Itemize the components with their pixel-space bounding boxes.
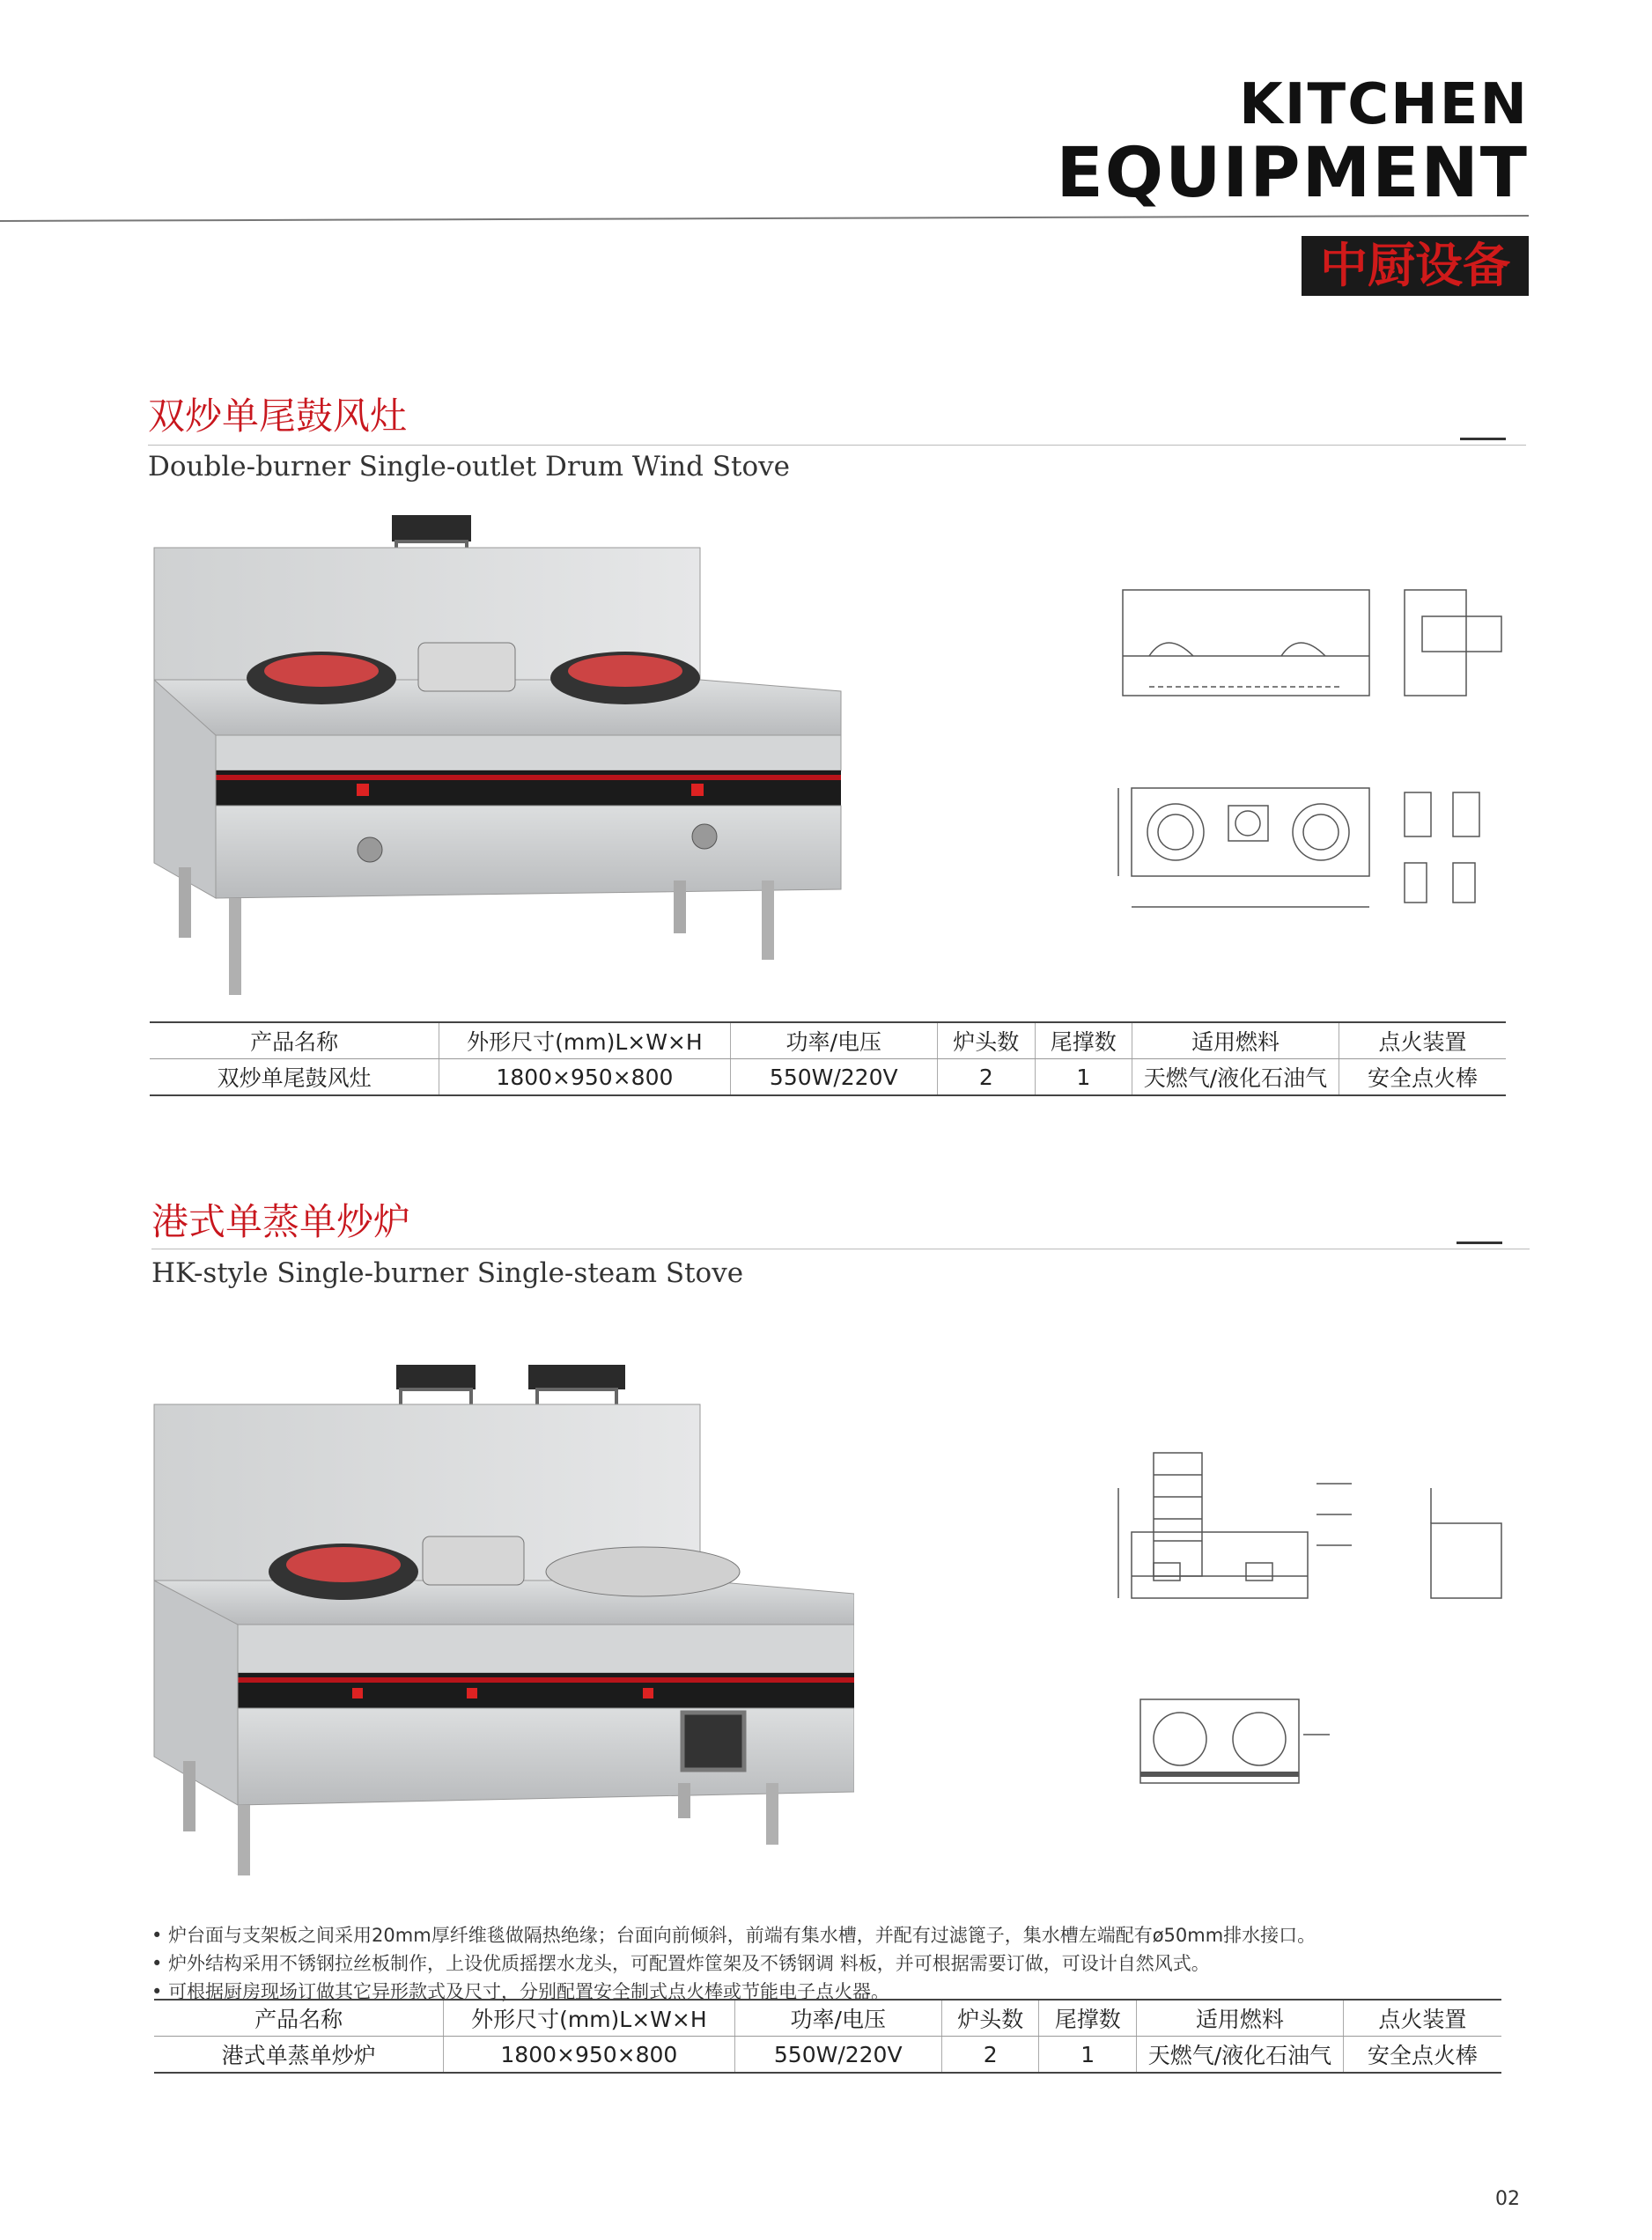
spec-header-row <box>150 1022 1506 1059</box>
cell-ignition: 安全点火棒 <box>1343 2037 1501 2074</box>
table-row <box>154 2037 1501 2074</box>
cell-tail: 1 <box>1039 2037 1137 2074</box>
col-product-name: 产品名称 <box>154 2000 444 2037</box>
note-item: • 可根据厨房现场订做其它异形款式及尺寸，分别配置安全制式点火棒或节能电子点火器。 <box>151 1978 1316 2006</box>
col-ignition: 点火装置 <box>1339 1022 1506 1059</box>
col-power: 功率/电压 <box>734 2000 941 2037</box>
col-dimensions: 外形尺寸(mm)L×W×H <box>444 2000 734 2037</box>
product1-spec-table <box>150 1021 1506 1096</box>
product1-rule <box>148 445 1526 446</box>
note-item: • 炉台面与支架板之间采用20mm厚纤维毯做隔热绝缘；台面向前倾斜，前端有集水槽，并配有过滤篦子，集水槽左端配有ø50mm排水接口。 <box>151 1921 1316 1949</box>
col-tail: 尾撑数 <box>1035 1022 1132 1059</box>
product2-title-en: HK-style Single-burner Single-steam Stove <box>151 1257 744 1289</box>
cell-fuel: 天燃气/液化石油气 <box>1136 2037 1343 2074</box>
col-product-name: 产品名称 <box>150 1022 439 1059</box>
col-power: 功率/电压 <box>730 1022 937 1059</box>
col-fuel: 适用燃料 <box>1132 1022 1339 1059</box>
col-fuel: 适用燃料 <box>1136 2000 1343 2037</box>
spec-header-row <box>154 2000 1501 2037</box>
col-burners: 炉头数 <box>941 2000 1039 2037</box>
col-burners: 炉头数 <box>938 1022 1036 1059</box>
cell-power: 550W/220V <box>730 1059 937 1096</box>
header-rule <box>0 215 1529 222</box>
cell-ignition: 安全点火棒 <box>1339 1059 1506 1096</box>
header-badge: 中厨设备 <box>1302 236 1529 296</box>
product2-notes <box>151 1921 1316 2006</box>
note-item: • 炉外结构采用不锈钢拉丝板制作，上设优质摇摆水龙头，可配置炸筐架及不锈钢调 料板，并可根据需要订做，可设计自然风式。 <box>151 1949 1316 1978</box>
cell-dimensions: 1800×950×800 <box>439 1059 730 1096</box>
header-kitchen: KITCHEN <box>1239 72 1529 137</box>
table-row <box>150 1059 1506 1096</box>
product2-drawing <box>1114 1435 1510 1814</box>
col-ignition: 点火装置 <box>1343 2000 1501 2037</box>
cell-burners: 2 <box>941 2037 1039 2074</box>
product2-photo <box>150 1360 854 1889</box>
header-equipment: EQUIPMENT <box>1056 134 1529 213</box>
product2-rule-dash <box>1457 1242 1502 1244</box>
product1-title-en: Double-burner Single-outlet Drum Wind Stove <box>148 451 791 483</box>
cell-burners: 2 <box>938 1059 1036 1096</box>
cell-product-name: 双炒单尾鼓风灶 <box>150 1059 439 1096</box>
cell-fuel: 天燃气/液化石油气 <box>1132 1059 1339 1096</box>
product2-title-cn: 港式单蒸单炒炉 <box>151 1200 411 1243</box>
col-dimensions: 外形尺寸(mm)L×W×H <box>439 1022 730 1059</box>
product2-spec-table <box>154 1999 1501 2074</box>
col-tail: 尾撑数 <box>1039 2000 1137 2037</box>
cell-tail: 1 <box>1035 1059 1132 1096</box>
cell-dimensions: 1800×950×800 <box>444 2037 734 2074</box>
product1-photo <box>145 511 850 1004</box>
cell-product-name: 港式单蒸单炒炉 <box>154 2037 444 2074</box>
product1-drawing <box>1114 572 1510 933</box>
product1-rule-dash <box>1460 438 1506 440</box>
page-number: 02 <box>1495 2188 1520 2210</box>
cell-power: 550W/220V <box>734 2037 941 2074</box>
product1-title-cn: 双炒单尾鼓风灶 <box>148 394 408 438</box>
